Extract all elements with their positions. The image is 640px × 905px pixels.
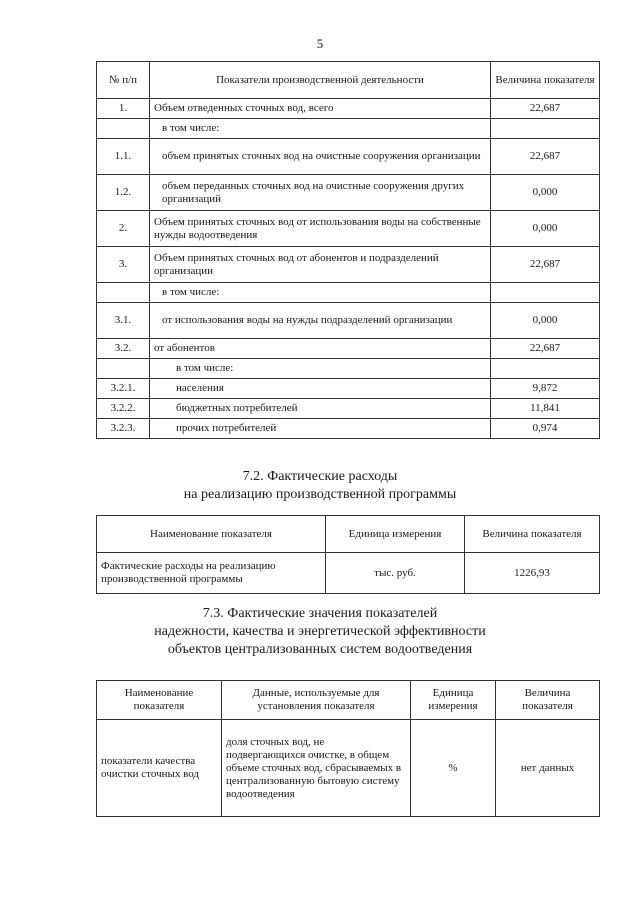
header-value: Величина показателя xyxy=(496,681,600,720)
section-7-2-title-line2: на реализацию производственной программы xyxy=(183,487,457,502)
cell-value: 22,687 xyxy=(491,339,600,359)
cell-value: 22,687 xyxy=(491,99,600,119)
table-row xyxy=(97,139,600,175)
cell-value: 11,841 xyxy=(491,399,600,419)
table-row xyxy=(97,303,600,339)
cell-num: 3.2.1. xyxy=(97,379,150,399)
cell-value: 0,974 xyxy=(491,419,600,439)
cell-label: от абонентов xyxy=(150,339,491,359)
production-indicators-table xyxy=(96,61,600,439)
table-row xyxy=(97,211,600,247)
cell-label: объем переданных сточных вод на очистные сооружения других организаций xyxy=(150,175,491,211)
table-row xyxy=(97,359,600,379)
cell-num xyxy=(97,119,150,139)
table-header-row xyxy=(97,516,600,553)
table-row xyxy=(97,247,600,283)
cell-num: 1.1. xyxy=(97,139,150,175)
cell-value xyxy=(491,359,600,379)
header-name: Наименование показателя xyxy=(97,516,326,553)
reliability-indicators-table xyxy=(96,680,600,817)
cell-label: объем принятых сточных вод на очистные сооружения организации xyxy=(150,139,491,175)
table-header-row xyxy=(97,62,600,99)
cell-name: показатели качества очистки сточных вод xyxy=(97,720,222,817)
header-value: Величина показателя xyxy=(465,516,600,553)
cell-num: 2. xyxy=(97,211,150,247)
table-row xyxy=(97,283,600,303)
cell-num: 3.2. xyxy=(97,339,150,359)
cell-num xyxy=(97,359,150,379)
section-7-3-title-line3: объектов централизованных систем водоотведения xyxy=(167,642,473,657)
section-7-2-title-line1: 7.2. Фактические расходы xyxy=(242,469,398,484)
cell-name: Фактические расходы на реализацию производственной программы xyxy=(97,553,326,594)
header-unit: Единица измерения xyxy=(411,681,496,720)
cell-data: доля сточных вод, не подвергающихся очистке, в общем объеме сточных вод, сбрасываемых в централизованную бытовую систему водоотведения xyxy=(222,720,411,817)
cell-label: в том числе: xyxy=(150,283,491,303)
section-7-2-title xyxy=(0,468,640,504)
actual-expenses-table xyxy=(96,515,600,594)
header-unit: Единица измерения xyxy=(326,516,465,553)
section-7-3-title-line1: 7.3. Фактические значения показателей xyxy=(202,606,438,621)
table-header-row xyxy=(97,681,600,720)
cell-value: 0,000 xyxy=(491,175,600,211)
cell-value: 22,687 xyxy=(491,139,600,175)
table-row xyxy=(97,419,600,439)
table-row xyxy=(97,99,600,119)
cell-value xyxy=(491,283,600,303)
header-indicator: Показатели производственной деятельности xyxy=(150,62,491,99)
cell-label: в том числе: xyxy=(150,359,491,379)
table-row xyxy=(97,379,600,399)
section-7-3-title-line2: надежности, качества и энергетической эффективности xyxy=(154,624,486,639)
cell-label: Объем принятых сточных вод от абонентов и подразделений организации xyxy=(150,247,491,283)
cell-label: бюджетных потребителей xyxy=(150,399,491,419)
cell-value xyxy=(491,119,600,139)
cell-num: 1.2. xyxy=(97,175,150,211)
cell-value: 1226,93 xyxy=(465,553,600,594)
cell-label: прочих потребителей xyxy=(150,419,491,439)
cell-num: 3.2.3. xyxy=(97,419,150,439)
cell-value: 9,872 xyxy=(491,379,600,399)
cell-label: населения xyxy=(150,379,491,399)
table-row xyxy=(97,720,600,817)
table-row xyxy=(97,175,600,211)
table-row xyxy=(97,553,600,594)
cell-num: 3.1. xyxy=(97,303,150,339)
page-number: 5 xyxy=(316,36,324,51)
cell-value: нет данных xyxy=(496,720,600,817)
header-data: Данные, используемые для установления показателя xyxy=(222,681,411,720)
cell-unit: % xyxy=(411,720,496,817)
section-7-3-title xyxy=(0,605,640,659)
cell-unit: тыс. руб. xyxy=(326,553,465,594)
header-value: Величина показателя xyxy=(491,62,600,99)
table-row xyxy=(97,399,600,419)
cell-num: 1. xyxy=(97,99,150,119)
cell-num: 3.2.2. xyxy=(97,399,150,419)
cell-label: в том числе: xyxy=(150,119,491,139)
cell-num: 3. xyxy=(97,247,150,283)
cell-label: Объем принятых сточных вод от использования воды на собственные нужды водоотведения xyxy=(150,211,491,247)
cell-value: 0,000 xyxy=(491,303,600,339)
cell-label: от использования воды на нужды подразделений организации xyxy=(150,303,491,339)
table-row xyxy=(97,119,600,139)
cell-value: 22,687 xyxy=(491,247,600,283)
cell-value: 0,000 xyxy=(491,211,600,247)
header-num: № п/п xyxy=(97,62,150,99)
cell-num xyxy=(97,283,150,303)
header-name: Наименование показателя xyxy=(97,681,222,720)
cell-label: Объем отведенных сточных вод, всего xyxy=(150,99,491,119)
table-row xyxy=(97,339,600,359)
